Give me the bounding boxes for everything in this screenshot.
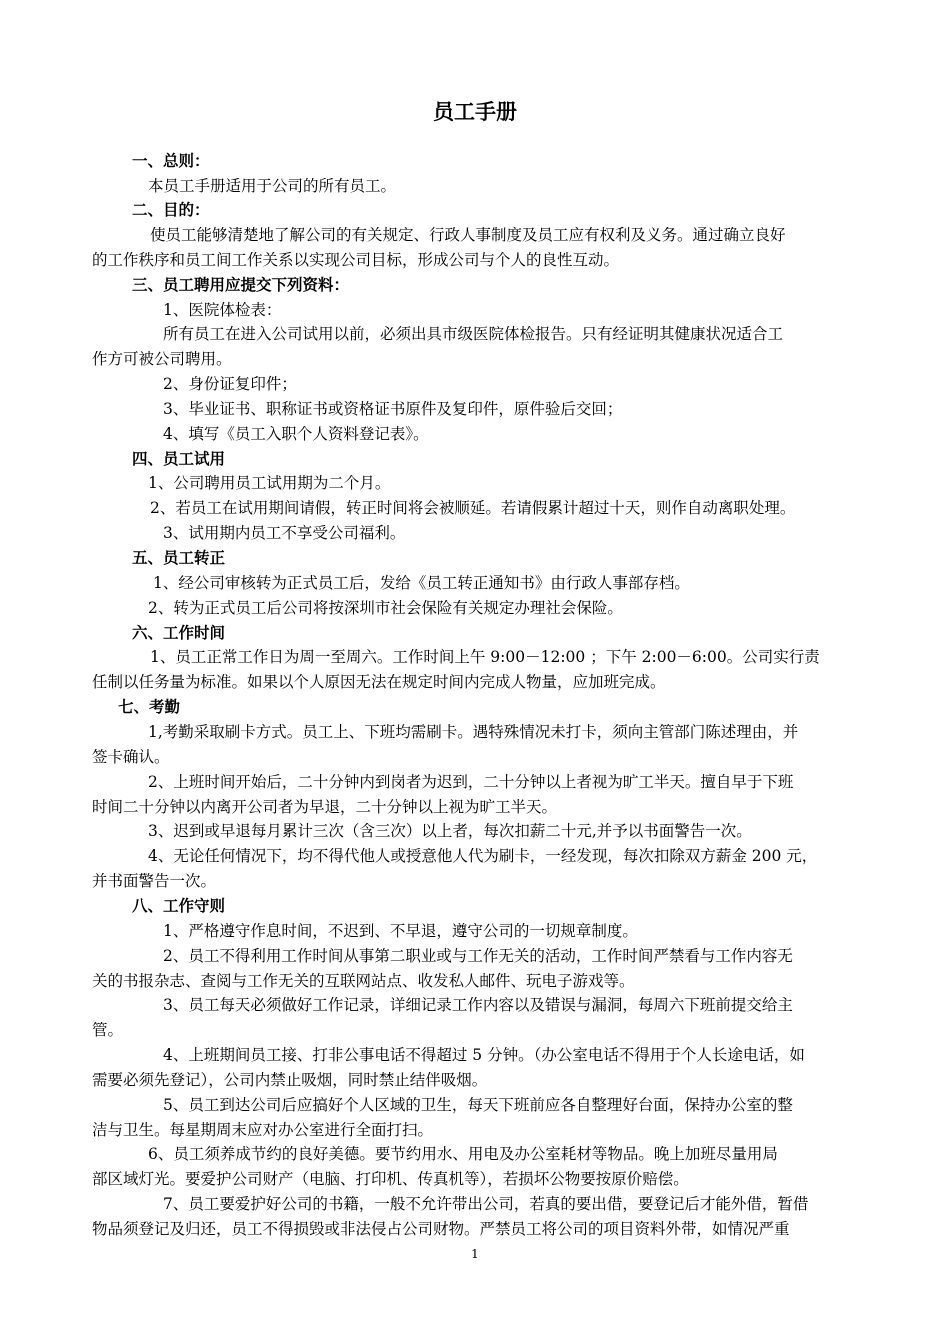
paragraph-line: 1、员工正常工作日为周一至周六。工作时间上午 9:00－12:00 ；下午 2:00－6:00。公司实行责 xyxy=(150,648,820,666)
paragraph-line: 7、员工要爱护好公司的书籍，一般不允许带出公司，若真的要出借，要登记后才能外借，暂借 xyxy=(163,1195,809,1213)
list-item: 2、身份证复印件； xyxy=(163,375,297,393)
section-heading: 六、工作时间 xyxy=(132,624,226,642)
section-heading: 五、员工转正 xyxy=(132,549,226,567)
paragraph-line: 4、无论任何情况下，均不得代他人或授意他人代为刷卡，一经发现，每次扣除双方薪金 200 元， xyxy=(148,847,818,865)
list-item: 2、若员工在试用期间请假，转正时间将会被顺延。若请假累计超过十天，则作自动离职处理。 xyxy=(150,499,796,517)
paragraph-line: 5、员工到达公司后应搞好个人区域的卫生，每天下班前应各自整理好台面，保持办公室的整 xyxy=(163,1096,793,1114)
paragraph-line: 签卡确认。 xyxy=(92,748,170,766)
list-item: 1、严格遵守作息时间，不迟到、不早退，遵守公司的一切规章制度。 xyxy=(163,922,638,940)
paragraph-line: 所有员工在进入公司试用以前，必须出具市级医院体检报告。只有经证明其健康状况适合工 xyxy=(163,325,784,343)
paragraph-line: 关的书报杂志、查阅与工作无关的互联网站点、收发私人邮件、玩电子游戏等。 xyxy=(92,972,635,990)
paragraph-line: 时间二十分钟以内离开公司者为早退，二十分钟以上视为旷工半天。 xyxy=(92,798,558,816)
paragraph-line: 洁与卫生。每星期周末应对办公室进行全面打扫。 xyxy=(92,1121,434,1139)
paragraph-line: 2、员工不得利用工作时间从事第二职业或与工作无关的活动，工作时间严禁看与工作内容无 xyxy=(163,947,793,965)
list-item: 3、迟到或早退每月累计三次（含三次）以上者，每次扣薪二十元,并予以书面警告一次。 xyxy=(148,822,752,840)
paragraph-line: 并书面警告一次。 xyxy=(92,872,217,890)
paragraph-line: 作方可被公司聘用。 xyxy=(92,350,232,368)
page-title: 员工手册 xyxy=(433,100,517,124)
list-item: 3、毕业证书、职称证书或资格证书原件及复印件，原件验后交回； xyxy=(163,400,623,418)
paragraph-line: 6、员工须养成节约的良好美德。要节约用水、用电及办公室耗材等物品。晚上加班尽量用局 xyxy=(148,1145,778,1163)
section-heading: 一、总则： xyxy=(132,152,210,170)
list-item: 1、公司聘用员工试用期为二个月。 xyxy=(148,474,391,492)
paragraph-line: 物品须登记及归还，员工不得损毁或非法侵占公司财物。严禁员工将公司的项目资料外带，如情况严重 xyxy=(92,1220,790,1238)
paragraph-line: 任制以任务量为标准。如果以个人原因无法在规定时间内完成人物量，应加班完成。 xyxy=(92,673,666,691)
section-heading: 七、考勤 xyxy=(118,698,181,716)
list-item: 3、试用期内员工不享受公司福利。 xyxy=(163,524,406,542)
section-heading: 八、工作守则 xyxy=(132,897,226,915)
paragraph-line: 部区域灯光。要爱护公司财产（电脑、打印机、传真机等），若损坏公物要按原价赔偿。 xyxy=(92,1170,689,1188)
list-item: 1、经公司审核转为正式员工后，发给《员工转正通知书》由行政人事部存档。 xyxy=(153,574,690,592)
paragraph-line: 需要必须先登记），公司内禁止吸烟，同时禁止结伴吸烟。 xyxy=(92,1071,488,1089)
list-item: 2、转为正式员工后公司将按深圳市社会保险有关规定办理社会保险。 xyxy=(148,599,623,617)
section-heading: 二、目的： xyxy=(132,201,210,219)
paragraph-line: 1,考勤采取刷卡方式。员工上、下班均需刷卡。遇特殊情况未打卡，须向主管部门陈述理由，并 xyxy=(148,723,799,741)
section-heading: 三、员工聘用应提交下列资料： xyxy=(132,276,350,294)
paragraph-line: 4、上班期间员工接、打非公事电话不得超过 5 分钟。（办公室电话不得用于个人长途电话，如 xyxy=(163,1046,805,1064)
list-item: 1、医院体检表： xyxy=(163,301,282,319)
paragraph-line: 使员工能够清楚地了解公司的有关规定、行政人事制度及员工应有权利及义务。通过确立良好 xyxy=(150,226,786,244)
page-number: 1 xyxy=(471,1247,479,1261)
paragraph-line: 2、上班时间开始后，二十分钟内到岗者为迟到，二十分钟以上者视为旷工半天。擅自早于下班 xyxy=(148,773,794,791)
section-heading: 四、员工试用 xyxy=(132,450,226,468)
list-item: 4、填写《员工入职个人资料登记表》。 xyxy=(163,425,429,443)
paragraph-line: 管。 xyxy=(92,1021,124,1039)
paragraph-line: 本员工手册适用于公司的所有员工。 xyxy=(148,177,397,195)
paragraph-line: 3、员工每天必须做好工作记录，详细记录工作内容以及错误与漏洞，每周六下班前提交给主 xyxy=(163,996,793,1014)
paragraph-line: 的工作秩序和员工间工作关系以实现公司目标，形成公司与个人的良性互动。 xyxy=(92,251,620,269)
